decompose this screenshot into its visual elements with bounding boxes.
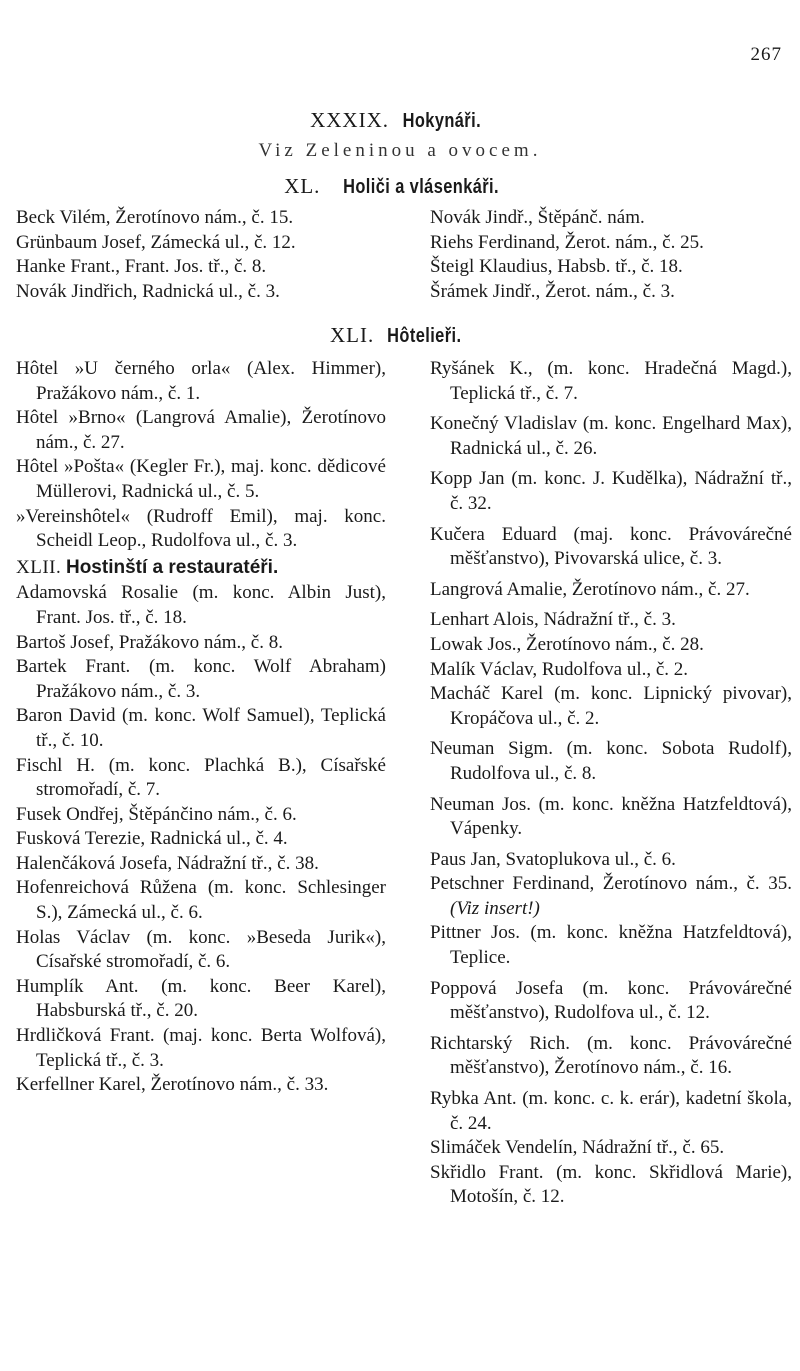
list-item: Hôtel »U černého orla« (Alex. Himmer), Pražákovo nám., č. 1. <box>16 358 386 404</box>
list-item: Riehs Ferdinand, Žerot. nám., č. 25. <box>430 231 704 253</box>
list-item: Richtarský Rich. (m. konc. Právovárečné měšťanstvo), Žerotínovo nám., č. 16. <box>430 1032 792 1079</box>
section-number: XLI. <box>329 323 375 347</box>
list-item: Beck Vilém, Žerotínovo nám., č. 15. <box>16 207 294 228</box>
list-item: Paus Jan, Svatoplukova ul., č. 6. <box>430 848 676 870</box>
page-number: 267 <box>750 44 782 65</box>
list-item: Adamovská Rosalie (m. konc. Albin Just), Frant. Jos. tř., č. 18. <box>16 582 386 628</box>
list-item: Novák Jindřich, Radnická ul., č. 3. <box>16 280 280 302</box>
list-item: »Vereinshôtel« (Rudroff Emil), maj. konc. Scheidl Leop., Rudolfova ul., č. 3. <box>16 505 386 552</box>
list-item: Neuman Jos. (m. konc. kněžna Hatzfeldtová), Vápenky. <box>430 793 792 840</box>
list-item: Rybka Ant. (m. konc. c. k. erár), kadetní škola, č. 24. <box>430 1088 792 1134</box>
list-item: Lowak Jos., Žerotínovo nám., č. 28. <box>430 633 704 655</box>
section-title: Holiči a vlásenkáři. <box>342 176 499 198</box>
list-item: Hofenreichová Růžena (m. konc. Schlesinger S.), Zámecká ul., č. 6. <box>16 877 386 924</box>
list-item: Holas Václav (m. konc. »Beseda Jurik«), Císařské stromořadí, č. 6. <box>16 926 386 973</box>
list-item: Hanke Frant., Frant. Jos. tř., č. 8. <box>16 256 267 278</box>
list-item: Malík Václav, Rudolfova ul., č. 2. <box>430 658 689 680</box>
list-item: Hôtel »Pošta« (Kegler Fr.), maj. konc. dědicové Müllerovi, Radnická ul., č. 5. <box>16 456 386 502</box>
insert-note: (Viz insert!) <box>450 897 540 919</box>
list-item: Fusek Ondřej, Štěpánčino nám., č. 6. <box>16 803 297 825</box>
list-item: Hrdličková Frant. (maj. konc. Berta Wolfová), Teplická tř., č. 3. <box>16 1025 386 1071</box>
list-item: Kopp Jan (m. konc. J. Kudělka), Nádražní tř., č. 32. <box>430 468 792 514</box>
list-item: Lenhart Alois, Nádražní tř., č. 3. <box>430 609 676 631</box>
list-item: Šteigl Klaudius, Habsb. tř., č. 18. <box>430 256 683 278</box>
right-column <box>430 357 792 1210</box>
list-item: Macháč Karel (m. konc. Lipnický pivovar), Kropáčova ul., č. 2. <box>430 683 792 729</box>
list-item: Šrámek Jindř., Žerot. nám., č. 3. <box>430 280 675 302</box>
list-item: Humplík Ant. (m. konc. Beer Karel), Habsburská tř., č. 20. <box>16 975 386 1022</box>
list-item: Ryšánek K., (m. konc. Hradečná Magd.), Teplická tř., č. 7. <box>430 358 792 404</box>
section-title: Hostinští a restauratéři. <box>65 556 279 578</box>
list-item: Hôtel »Brno« (Langrová Amalie), Žerotínovo nám., č. 27. <box>16 407 386 453</box>
list-item: Halenčáková Josefa, Nádražní tř., č. 38. <box>16 852 319 874</box>
section-number: XLII. <box>16 556 62 578</box>
section-title: Hôtelieři. <box>387 325 462 347</box>
list-item: Langrová Amalie, Žerotínovo nám., č. 27. <box>430 578 750 600</box>
section-number: XXXIX. <box>310 108 389 132</box>
list-item: Poppová Josefa (m. konc. Právovárečné měšťanstvo), Rudolfova ul., č. 12. <box>430 977 792 1024</box>
section-heading-42 <box>16 556 386 581</box>
section-40-right-column <box>430 206 792 304</box>
list-item: Grünbaum Josef, Zámecká ul., č. 12. <box>16 231 296 253</box>
list-item: Pittner Jos. (m. konc. kněžna Hatzfeldtová), Teplice. <box>430 922 792 969</box>
section-heading-41 <box>0 323 800 348</box>
section-note: Viz Zeleninou a ovocem. <box>258 140 542 161</box>
list-item: Konečný Vladislav (m. konc. Engelhard Max), Radnická ul., č. 26. <box>430 413 792 459</box>
section-40-left-column <box>16 206 386 304</box>
list-item: Kerfellner Karel, Žerotínovo nám., č. 33. <box>16 1074 329 1096</box>
list-item: Slimáček Vendelín, Nádražní tř., č. 65. <box>430 1137 725 1159</box>
list-item: Fusková Terezie, Radnická ul., č. 4. <box>16 828 288 850</box>
section-number: XL. <box>284 174 321 198</box>
list-item: Fischl H. (m. konc. Plachká B.), Císařské stromořadí, č. 7. <box>16 754 386 801</box>
section-heading-39 <box>0 108 800 133</box>
list-item-petschner <box>430 872 792 921</box>
list-item: Skřidlo Frant. (m. konc. Skřidlová Marie), Motošín, č. 12. <box>430 1161 792 1208</box>
list-item: Novák Jindř., Štěpánč. nám. <box>430 207 645 228</box>
list-item: Neuman Sigm. (m. konc. Sobota Rudolf), Rudolfova ul., č. 8. <box>430 738 792 784</box>
list-item: Kučera Eduard (maj. konc. Právovárečné měšťanstvo), Pivovarská ulice, č. 3. <box>430 523 792 570</box>
left-column <box>16 357 386 1098</box>
list-item-text: Petschner Ferdinand, Žerotínovo nám., č. 35. <box>430 873 792 895</box>
section-heading-40 <box>0 174 800 199</box>
section-title: Hokynáři. <box>402 110 482 132</box>
list-item: Bartoš Josef, Pražákovo nám., č. 8. <box>16 631 283 653</box>
list-item: Baron David (m. konc. Wolf Samuel), Teplická tř., č. 10. <box>16 705 386 751</box>
list-item: Bartek Frant. (m. konc. Wolf Abraham) Pražákovo nám., č. 3. <box>16 656 386 702</box>
